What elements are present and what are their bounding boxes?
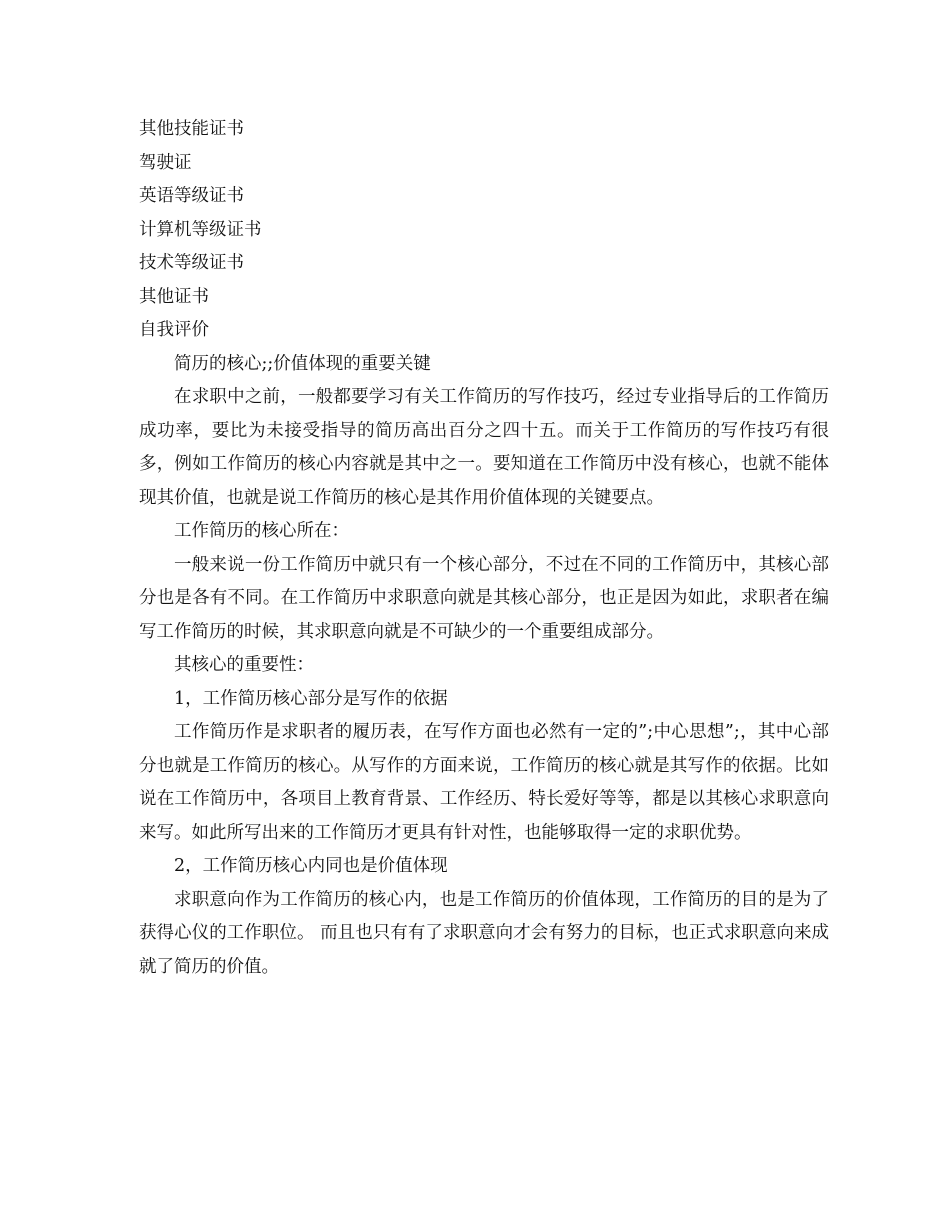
article-title: 简历的核心;;价值体现的重要关键 bbox=[174, 353, 431, 374]
certificate-item-computer: 计算机等级证书 bbox=[139, 219, 262, 240]
subheading-importance: 其核心的重要性： bbox=[174, 655, 314, 675]
point-2-paragraph: 求职意向作为工作简历的核心内，也是工作简历的价值体现，工作简历的目的是为了获得心仪的工作职位。 而且也只有有了求职意向才会有努力的目标，也正式求职意向来成就了简历的价值。 bbox=[139, 889, 829, 977]
subheading-core-location: 工作简历的核心所在： bbox=[174, 521, 349, 541]
paragraph-intro: 在求职中之前，一般都要学习有关工作简历的写作技巧，经过专业指导后的工作简历成功率，要比为未接受指导的简历高出百分之四十五。而关于工作简历的写作技巧有很多，例如工作简历的核心内容就是其中之一。要知道在工作简历中没有核心，也就不能体现其价值，也就是说工作简历的核心是其作用价值体现的关键要点。 bbox=[139, 387, 829, 508]
paragraph-core-location: 一般来说一份工作简历中就只有一个核心部分，不过在不同的工作简历中，其核心部分也是各有不同。在工作简历中求职意向就是其核心部分，也正是因为如此，求职者在编写工作简历的时候，其求职意向就是不可缺少的一个重要组成部分。 bbox=[139, 554, 829, 642]
document-body bbox=[139, 113, 829, 984]
certificate-item-english: 英语等级证书 bbox=[139, 186, 244, 206]
certificate-item-driving-license: 驾驶证 bbox=[139, 152, 192, 173]
certificate-item-other: 其他证书 bbox=[139, 286, 209, 307]
certificate-item-other-skills: 其他技能证书 bbox=[139, 119, 244, 139]
point-2-heading: 2，工作简历核心内同也是价值体现 bbox=[174, 856, 448, 876]
point-1-heading: 1，工作简历核心部分是写作的依据 bbox=[174, 688, 448, 709]
certificate-item-technical: 技术等级证书 bbox=[139, 253, 244, 273]
section-heading-self-evaluation: 自我评价 bbox=[139, 320, 209, 340]
point-1-paragraph: 工作简历作是求职者的履历表，在写作方面也必然有一定的”;中心思想”;，其中心部分也就是工作简历的核心。从写作的方面来说，工作简历的核心就是其写作的依据。比如说在工作简历中，各项目上教育背景、工作经历、特长爱好等等，都是以其核心求职意向来写。如此所写出来的工作简历才更具有针对性，也能够取得一定的求职优势。 bbox=[139, 722, 829, 843]
